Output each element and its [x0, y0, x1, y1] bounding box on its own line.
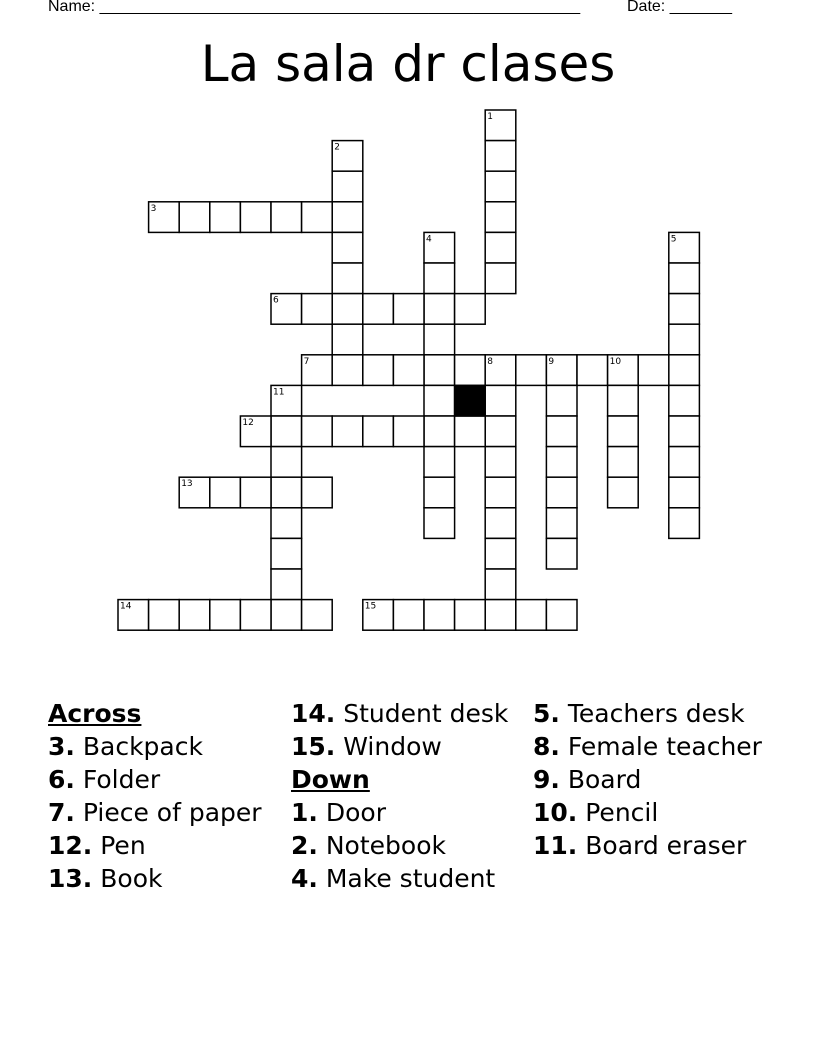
grid-cell[interactable]: [332, 171, 363, 202]
cell-number: 12: [242, 418, 254, 428]
grid-cell[interactable]: [332, 294, 363, 325]
name-label: Name:: [48, 0, 96, 15]
cell-number: 7: [303, 356, 310, 367]
page-title: La sala dr clases: [200, 35, 616, 93]
grid-cell[interactable]: [424, 447, 455, 478]
cell-number: 10: [609, 356, 622, 367]
grid-cell[interactable]: [485, 508, 516, 539]
grid-cell[interactable]: [210, 600, 241, 631]
cell-number: 11: [273, 387, 285, 398]
clue-number: 12.: [48, 831, 93, 860]
grid-cell[interactable]: [393, 294, 424, 325]
grid-cell[interactable]: [332, 355, 363, 386]
clue-number: 9.: [533, 765, 560, 794]
grid-cell[interactable]: [638, 355, 669, 386]
clue-text: Window: [343, 732, 442, 761]
clue-number: 5.: [533, 699, 560, 728]
clue-item: [48, 733, 283, 760]
grid-cell[interactable]: [516, 355, 547, 386]
grid-cell[interactable]: [363, 294, 394, 325]
grid-cell[interactable]: [302, 294, 333, 325]
grid-cell[interactable]: [455, 600, 486, 631]
down-heading: Down: [291, 765, 370, 794]
across-heading: Across: [48, 699, 142, 728]
grid-cell[interactable]: [485, 232, 516, 263]
clue-item: [291, 865, 526, 892]
grid-cell[interactable]: [424, 477, 455, 508]
clue-text: Female teacher: [567, 732, 762, 761]
grid-cell[interactable]: [271, 447, 302, 478]
clue-item: [533, 832, 768, 859]
date-label: Date:: [627, 0, 666, 15]
grid-cell[interactable]: [485, 447, 516, 478]
grid-cell[interactable]: [485, 263, 516, 294]
cell-number: 3: [150, 203, 157, 214]
cell-number: 13: [181, 479, 193, 490]
grid-cell[interactable]: [546, 385, 577, 416]
grid-cell[interactable]: [455, 416, 486, 447]
clue-item: [48, 865, 283, 892]
clue-text: Folder: [82, 765, 161, 794]
clues-column-1: [48, 700, 283, 898]
cell-number: 6: [273, 295, 279, 306]
clue-text: Board eraser: [585, 831, 747, 860]
grid-cell[interactable]: [485, 538, 516, 569]
grid-cell[interactable]: [546, 600, 577, 631]
grid-cell[interactable]: [332, 324, 363, 355]
grid-cell[interactable]: [455, 355, 486, 386]
grid-cell[interactable]: [393, 355, 424, 386]
clue-item: [533, 766, 768, 793]
grid-cell[interactable]: [240, 477, 271, 508]
grid-cell[interactable]: [485, 171, 516, 202]
clue-number: 1.: [291, 798, 318, 827]
grid-cell[interactable]: [577, 355, 608, 386]
grid-cell[interactable]: [608, 477, 639, 508]
clue-text: Pencil: [585, 798, 659, 827]
clue-number: 13.: [48, 864, 93, 893]
grid-cell[interactable]: [424, 294, 455, 325]
black-cell: [455, 385, 486, 416]
clue-item: [291, 733, 526, 760]
grid-cell[interactable]: [424, 600, 455, 631]
grid-cell[interactable]: [485, 141, 516, 172]
clue-number: 3.: [48, 732, 75, 761]
cell-number: 2: [334, 142, 340, 153]
grid-cell[interactable]: [669, 294, 700, 325]
grid-cell[interactable]: [424, 508, 455, 539]
cell-number: 15: [364, 601, 377, 612]
clue-text: Door: [325, 798, 386, 827]
grid-cell[interactable]: [485, 202, 516, 233]
grid-cell[interactable]: [669, 355, 700, 386]
grid-cell[interactable]: [424, 355, 455, 386]
clue-text: Notebook: [325, 831, 446, 860]
clues-column-3: [533, 700, 768, 865]
grid-cell[interactable]: [516, 600, 547, 631]
date-line: _______: [669, 0, 732, 15]
grid-cell[interactable]: [271, 600, 302, 631]
grid-cell[interactable]: [485, 385, 516, 416]
clue-text: Piece of paper: [82, 798, 262, 827]
clue-text: Student desk: [343, 699, 509, 728]
grid-cell[interactable]: [546, 508, 577, 539]
cell-number: 8: [487, 356, 493, 367]
clue-item: [291, 799, 526, 826]
grid-cell[interactable]: [302, 416, 333, 447]
clue-number: 8.: [533, 732, 560, 761]
clue-item: [533, 700, 768, 727]
grid-cell[interactable]: [179, 600, 210, 631]
grid-cell[interactable]: [332, 232, 363, 263]
grid-cell[interactable]: [424, 263, 455, 294]
grid-cell[interactable]: [363, 355, 394, 386]
grid-cell[interactable]: [546, 538, 577, 569]
grid-cell[interactable]: [608, 385, 639, 416]
grid-cell[interactable]: [271, 508, 302, 539]
grid-cell[interactable]: [271, 202, 302, 233]
grid-cell[interactable]: [363, 416, 394, 447]
grid-cell[interactable]: [240, 600, 271, 631]
grid-cell[interactable]: [332, 263, 363, 294]
grid-cell[interactable]: [210, 477, 241, 508]
grid-cell[interactable]: [669, 324, 700, 355]
grid-cell[interactable]: [546, 477, 577, 508]
grid-cell[interactable]: [210, 202, 241, 233]
grid-cell[interactable]: [179, 202, 210, 233]
grid-cell[interactable]: [669, 447, 700, 478]
grid-cell[interactable]: [608, 416, 639, 447]
grid-cell[interactable]: [546, 416, 577, 447]
grid-cell[interactable]: [302, 600, 333, 631]
cell-number: 5: [670, 234, 677, 245]
grid-cell[interactable]: [455, 294, 486, 325]
grid-cell[interactable]: [393, 416, 424, 447]
name-line: ______________________________________________________: [99, 0, 581, 15]
grid-cell[interactable]: [424, 324, 455, 355]
clue-number: 14.: [291, 699, 336, 728]
clue-number: 15.: [291, 732, 336, 761]
grid-cell[interactable]: [669, 263, 700, 294]
grid-cell[interactable]: [485, 569, 516, 600]
clue-number: 7.: [48, 798, 75, 827]
grid-cell[interactable]: [669, 508, 700, 539]
clue-item: [48, 766, 283, 793]
grid-cell[interactable]: [271, 538, 302, 569]
grid-cell[interactable]: [424, 416, 455, 447]
clue-text: Teachers desk: [567, 699, 745, 728]
grid-cell[interactable]: [332, 416, 363, 447]
grid-cell[interactable]: [302, 477, 333, 508]
clue-item: [48, 832, 283, 859]
cell-number: 9: [548, 356, 555, 367]
clue-number: 10.: [533, 798, 578, 827]
grid-cell[interactable]: [485, 600, 516, 631]
clue-item: [533, 799, 768, 826]
grid-cell[interactable]: [271, 416, 302, 447]
clue-item: [533, 733, 768, 760]
clue-text: Board: [567, 765, 642, 794]
grid-cell[interactable]: [485, 477, 516, 508]
grid-cell[interactable]: [332, 202, 363, 233]
grid-cell[interactable]: [149, 600, 180, 631]
grid-cell[interactable]: [669, 416, 700, 447]
clue-text: Pen: [100, 831, 146, 860]
grid-cell[interactable]: [271, 569, 302, 600]
grid-cell[interactable]: [393, 600, 424, 631]
cell-number: 1: [487, 112, 493, 122]
cell-number: 4: [426, 234, 432, 245]
grid-cell[interactable]: [271, 477, 302, 508]
clue-item: [291, 832, 526, 859]
grid-cell[interactable]: [424, 385, 455, 416]
grid-cell[interactable]: [608, 447, 639, 478]
clue-number: 11.: [533, 831, 578, 860]
clue-number: 4.: [291, 864, 318, 893]
grid-cell[interactable]: [302, 202, 333, 233]
clue-number: 6.: [48, 765, 75, 794]
clue-item: [291, 700, 526, 727]
grid-cell[interactable]: [669, 477, 700, 508]
clue-text: Make student: [325, 864, 496, 893]
cell-number: 14: [120, 601, 132, 612]
grid-cell[interactable]: [669, 385, 700, 416]
grid-cell[interactable]: [546, 447, 577, 478]
clue-text: Backpack: [82, 732, 203, 761]
grid-cell[interactable]: [240, 202, 271, 233]
grid-cell[interactable]: [485, 416, 516, 447]
clue-item: [48, 799, 283, 826]
clues-column-2: [291, 700, 526, 898]
clue-number: 2.: [291, 831, 318, 860]
clue-text: Book: [100, 864, 163, 893]
